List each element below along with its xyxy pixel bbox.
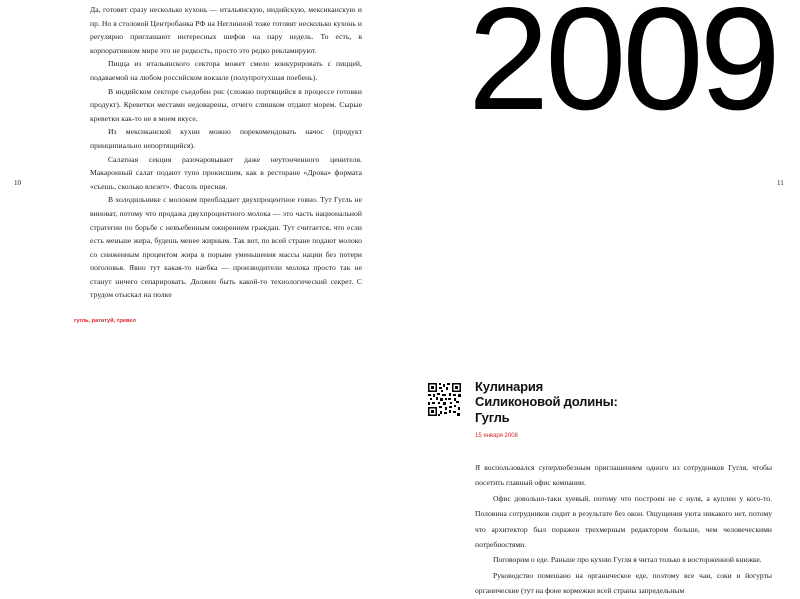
body-paragraph: Я воспользовался суперлюбезным приглашением одного из сотрудников Гугля, чтобы посетить главный офис компании. xyxy=(475,463,772,488)
page-number-right: 11 xyxy=(777,179,784,187)
left-page-body-text xyxy=(90,3,362,302)
body-paragraph: В холодильнике с молоком преобладает двухпроцентное говно. Тут Гугль не виноват, потому что продажа двухпроцентного молока — это часть национальной стратегии по борьбе с невъебенным ожирением граждан. Тут считается, что если есть меньше жира, будешь менее жирным. Так вот, по всей стране подают молоко со сниженным процентом жира в порыве уменьшения массы нации без потери поголовья. Явно тут какая-то наебка — производители молока просто так не станут ничего сепарировать. Должен быть какой-то технологический секрет. С трудом отыскал на полке xyxy=(90,195,362,300)
body-paragraph: Поговорим о еде. Раньше про кухню Гугля я читал только в восторженной книжке. xyxy=(493,555,762,565)
page-number-left: 10 xyxy=(14,179,21,187)
body-paragraph: В индийском секторе съедобен рис (сложно портящийся в процессе готовки продукт). Креветки местами недоварены, отчего слишком отдают морем. Сырые креветки как-то не в моем вкусе. xyxy=(90,86,362,123)
body-paragraph: Да, готовят сразу несколько кухонь — итальянскую, индийскую, мексиканскую и пр. Но в столовой Центробанка РФ на Неглинной тоже готовят несколько кухонь и регулярно приглашают интересных шефов на пару недель. То есть, в корпоративном мире это не редкость, просто это редко рекламируют. xyxy=(90,5,362,55)
body-paragraph: Руководство помешано на органическое еде, поэтому все чаи, соки и йогурты органические (тут на фоне кормежки всей страны запредельным xyxy=(475,570,772,596)
article-title-line: Гугль xyxy=(475,409,510,425)
body-paragraph: Из мексиканской кухни можно порекомендовать начос (продукт принципиально непортящийся). xyxy=(90,127,362,150)
body-paragraph: Офис довольно-таки хуевый, потому что построен не с нуля, а куплен у кого-то. Половина сотрудников сидит в результате без окон. Ощущения уюта никакого нет, потому что архитектор был поражен трехмерным редактором больше, чем человеческими потребностями. xyxy=(475,493,772,550)
body-paragraph: Пицца из итальянского сектора может смело конкурировать с пиццей, подаваемой на любом российском вокзале (полупротухшая поебень). xyxy=(90,59,362,82)
right-page-body-text xyxy=(475,460,772,599)
article-title-line: Кулинария xyxy=(475,379,544,394)
post-tags[interactable]: гугль, рататуй, тревел xyxy=(74,318,136,324)
body-paragraph: Салатная секция разочаровывает даже неутонченного ценителя. Макаронный салат подают тупо прокисшим, как в ресторане «Дрова» формата «съешь, сколько влезет». Фасоль пресная. xyxy=(90,154,362,191)
chapter-year-heading: 2009 xyxy=(468,0,777,140)
article-title-line: Силиконовой долины: xyxy=(475,394,618,410)
article-date: 15 января 2008 xyxy=(475,433,518,439)
qr-code-icon xyxy=(428,383,461,416)
article-title xyxy=(475,379,675,425)
